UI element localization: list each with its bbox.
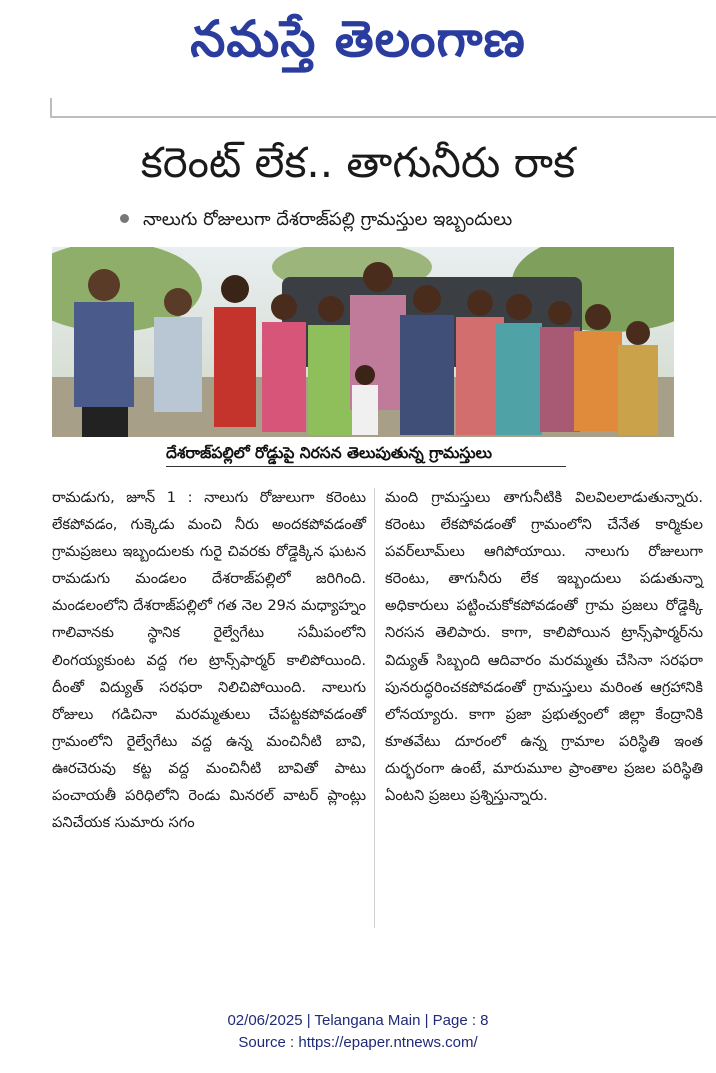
article-headline: కరెంట్ లేక.. తాగునీరు రాక	[140, 138, 576, 187]
header-rule-tick	[50, 98, 52, 118]
article-body-right-column	[385, 484, 703, 809]
column-divider	[374, 488, 375, 928]
photo-villagers-protest	[52, 247, 674, 437]
article-photo	[52, 247, 674, 437]
subhead-text: నాలుగు రోజులుగా దేశరాజ్‌పల్లి గ్రామస్తుల ఇబ్బందులు	[143, 209, 513, 230]
photo-caption: దేశరాజ్‌పల్లిలో రోడ్డుపై నిరసన తెలుపుతున్న గ్రామస్తులు	[166, 441, 566, 467]
article-subhead	[120, 206, 680, 234]
footer-date-page: 02/06/2025 | Telangana Main | Page : 8	[227, 1012, 489, 1029]
article-body-left-column	[52, 484, 366, 836]
body-paragraph-left: రామడుగు, జూన్ 1 : నాలుగు రోజులుగా కరెంటు లేకపోవడం, గుక్కెడు మంచి నీరు అందకపోవడంతో గ్రామప్రజలు ఇబ్బందులకు గురై చివరకు రోడ్డెక్కిన ఘటన రామడుగు మండలం దేశరాజ్‌పల్లిలో జరిగింది. మండలంలోని దేశరాజ్‌పల్లిలో గత నెల 29న మధ్యాహ్నం గాలివానకు స్థానిక రైల్వేగేటు సమీపంలోని లింగయ్యకుంట వద్ద గల ట్రాన్స్‌ఫార్మర్ కాలిపోయింది. దీంతో విద్యుత్ సరఫరా నిలిచిపోయింది. నాలుగు రోజులు గడిచినా మరమ్మతులు చేపట్టకపోవడంతో గ్రామంలోని రైల్వేగేటు వద్ద ఉన్న మంచినీటి బావి, ఊరచెరువు కట్ట వద్ద మంచినీటి బావితో పాటు పంచాయతీ పరిధిలోని రెండు మినరల్ వాటర్ ప్లాంట్లు పనిచేయక సుమారు సగం	[52, 489, 366, 832]
newspaper-masthead: నమస్తే తెలంగాణ	[190, 10, 526, 68]
footer-source: Source : https://epaper.ntnews.com/	[238, 1034, 478, 1051]
page-footer	[0, 1010, 716, 1054]
header-rule	[50, 116, 716, 118]
body-paragraph-right: మంది గ్రామస్తులు తాగునీటికి విలవిలలాడుతున్నారు. కరెంటు లేకపోవడంతో గ్రామంలోని చేనేత కార్మికుల పవర్‌లూమ్‌లు ఆగిపోయాయి. నాలుగు రోజులుగా కరెంటు, తాగునీరు లేక ఇబ్బందులు పడుతున్నా అధికారులు పట్టించుకోకపోవడంతో గ్రామ ప్రజలు రోడ్డెక్కి నిరసన తెలిపారు. కాగా, కాలిపోయిన ట్రాన్స్‌ఫార్మర్‌ను విద్యుత్ సిబ్బంది ఆదివారం మరమ్మతు చేసినా సరఫరా పునరుద్ధరించకపోవడంతో గ్రామస్తులు మరింత ఆగ్రహానికి లోనయ్యారు. కాగా ప్రజా ప్రభుత్వంలో జిల్లా కేంద్రానికి కూతవేటు దూరంలో ఉన్న గ్రామాల పరిస్థితి ఇంత దుర్భరంగా ఉంటే, మారుమూల ప్రాంతాల ప్రజల పరిస్థితి ఏంటని ప్రజలు ప్రశ్నిస్తున్నారు.	[385, 489, 703, 805]
bullet-icon	[120, 214, 129, 223]
